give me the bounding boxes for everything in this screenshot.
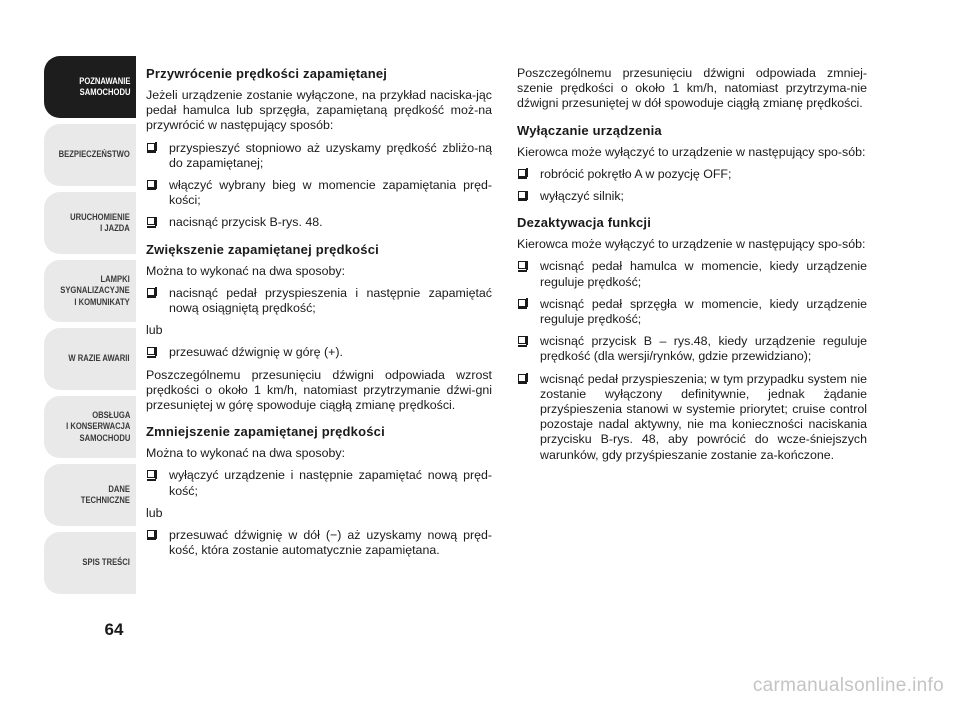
checkbox-bullet-icon bbox=[518, 299, 526, 307]
list-item: wcisnąć pedał hamulca w momencie, kiedy urządzenie reguluje prędkość; bbox=[517, 259, 867, 289]
tab-spis-tresci[interactable] bbox=[44, 532, 136, 594]
bullet-list bbox=[146, 528, 492, 558]
right-column bbox=[517, 66, 867, 470]
tab-bezpieczenstwo[interactable] bbox=[44, 124, 136, 186]
list-item: wcisnąć pedał sprzęgła w momencie, kiedy urządzenie reguluje prędkość; bbox=[517, 297, 867, 327]
section-heading: Zwiększenie zapamiętanej prędkości bbox=[146, 241, 379, 257]
list-item: wyłączyć silnik; bbox=[517, 189, 867, 204]
paragraph: Kierowca może wyłączyć to urządzenie w następujący spo-sób: bbox=[517, 144, 866, 159]
list-item: wyłączyć urządzenie i następnie zapamiętać nową pręd-kość; bbox=[146, 468, 492, 498]
tab-lampki-sygnalizacyjne[interactable] bbox=[44, 260, 136, 322]
paragraph: Kierowca może wyłączyć to urządzenie w następujący spo-sób: bbox=[517, 237, 866, 252]
watermark: carmanualsonline.info bbox=[752, 675, 944, 696]
checkbox-bullet-icon bbox=[518, 191, 526, 199]
section-heading: Przywrócenie prędkości zapamiętanej bbox=[146, 66, 388, 81]
tab-poznawanie-samochodu[interactable] bbox=[44, 56, 136, 118]
list-item: przesuwać dźwignię w dół (−) aż uzyskamy nową pręd-kość, która zostanie automatycznie zapamiętana. bbox=[146, 528, 492, 558]
checkbox-bullet-icon bbox=[147, 288, 155, 296]
list-item: przyspieszyć stopniowo aż uzyskamy prędkość zbliżo-ną do zapamiętanej; bbox=[146, 141, 492, 171]
bullet-list bbox=[517, 259, 867, 462]
checkbox-bullet-icon bbox=[147, 143, 155, 151]
tab-label: W RAZIE AWARII bbox=[68, 353, 130, 364]
paragraph: Można to wykonać na dwa sposoby: bbox=[146, 446, 346, 461]
page-number: 64 bbox=[104, 620, 124, 639]
list-item: nacisnąć przycisk B-rys. 48. bbox=[146, 215, 492, 230]
list-item: robrócić pokrętło A w pozycję OFF; bbox=[517, 167, 867, 182]
list-item: wcisnąć pedał przyspieszenia; w tym przypadku system nie zostanie wyłączony definitywnie, jednak żądanie przyśpieszenia stanowi w systemie priorytet; cruise control pozostaje nadal aktywny, nie ma konieczności naciskania przycisku B-rys. 48, aby powrócić do wcze-śniejszych warunków, gdy przyśpieszanie zostanie za-kończone. bbox=[517, 372, 867, 463]
tab-label: URUCHOMIENIE I JAZDA bbox=[70, 211, 130, 233]
left-column bbox=[146, 66, 492, 565]
checkbox-bullet-icon bbox=[147, 347, 155, 355]
tab-dane-techniczne[interactable] bbox=[44, 464, 136, 526]
checkbox-bullet-icon bbox=[518, 261, 526, 269]
list-item: wcisnąć przycisk B – rys.48, kiedy urządzenie reguluje prędkość (dla wersji/rynków, gdzie przewidziano); bbox=[517, 334, 867, 364]
paragraph: lub bbox=[146, 323, 163, 338]
checkbox-bullet-icon bbox=[147, 217, 155, 225]
checkbox-bullet-icon bbox=[518, 374, 526, 382]
tab-obsluga-i-konserwacja[interactable] bbox=[44, 396, 136, 458]
checkbox-bullet-icon bbox=[147, 530, 155, 538]
tab-label: SPIS TREŚCI bbox=[82, 557, 130, 568]
tab-w-razie-awarii[interactable] bbox=[44, 328, 136, 390]
paragraph: lub bbox=[146, 505, 163, 520]
tab-label: POZNAWANIE SAMOCHODU bbox=[78, 75, 130, 97]
checkbox-bullet-icon bbox=[518, 169, 526, 177]
list-item: nacisnąć pedał przyspieszenia i następnie zapamiętać nową osiągniętą prędkość; bbox=[146, 286, 492, 316]
bullet-list bbox=[146, 141, 492, 231]
section-heading: Zmniejszenie zapamiętanej prędkości bbox=[146, 424, 385, 440]
checkbox-bullet-icon bbox=[518, 336, 526, 344]
tab-label: BEZPIECZEŃSTWO bbox=[58, 149, 130, 160]
list-item: przesuwać dźwignię w górę (+). bbox=[146, 345, 492, 360]
paragraph: Poszczególnemu przesunięciu dźwigni odpowiada wzrost prędkości o około 1 km/h, natomiast przytrzymanie dźwi-gni przesuniętej w górę spowoduje ciągłą zmianę prędkości. bbox=[146, 367, 492, 413]
chapter-tab-sidebar bbox=[44, 56, 136, 600]
paragraph: Jeżeli urządzenie zostanie wyłączone, na przykład naciska-jąc pedał hamulca lub sprzęgła, zapamiętaną prędkość moż-na przywrócić w następujący sposób: bbox=[146, 88, 492, 133]
paragraph: Poszczególnemu przesunięciu dźwigni odpowiada zmniej-szenie prędkości o około 1 km/h, natomiast przytrzyma-nie dźwigni przesuniętej w dół spowoduje ciągłą zmianę prędkości. bbox=[517, 66, 867, 111]
bullet-list bbox=[146, 345, 492, 360]
tab-label: LAMPKI SYGNALIZACYJNE I KOMUNIKATY bbox=[60, 273, 130, 307]
section-heading: Wyłączanie urządzenia bbox=[517, 122, 662, 138]
checkbox-bullet-icon bbox=[147, 180, 155, 188]
section-heading: Dezaktywacja funkcji bbox=[517, 215, 652, 231]
tab-uruchomienie-i-jazda[interactable] bbox=[44, 192, 136, 254]
tab-label: DANE TECHNICZNE bbox=[80, 483, 130, 505]
checkbox-bullet-icon bbox=[147, 470, 155, 478]
tab-label: OBSŁUGA I KONSERWACJA SAMOCHODU bbox=[65, 409, 130, 443]
bullet-list bbox=[146, 468, 492, 498]
bullet-list bbox=[517, 167, 867, 204]
bullet-list bbox=[146, 286, 492, 316]
list-item: włączyć wybrany bieg w momencie zapamiętania pręd-kości; bbox=[146, 178, 492, 208]
paragraph: Można to wykonać na dwa sposoby: bbox=[146, 263, 346, 278]
